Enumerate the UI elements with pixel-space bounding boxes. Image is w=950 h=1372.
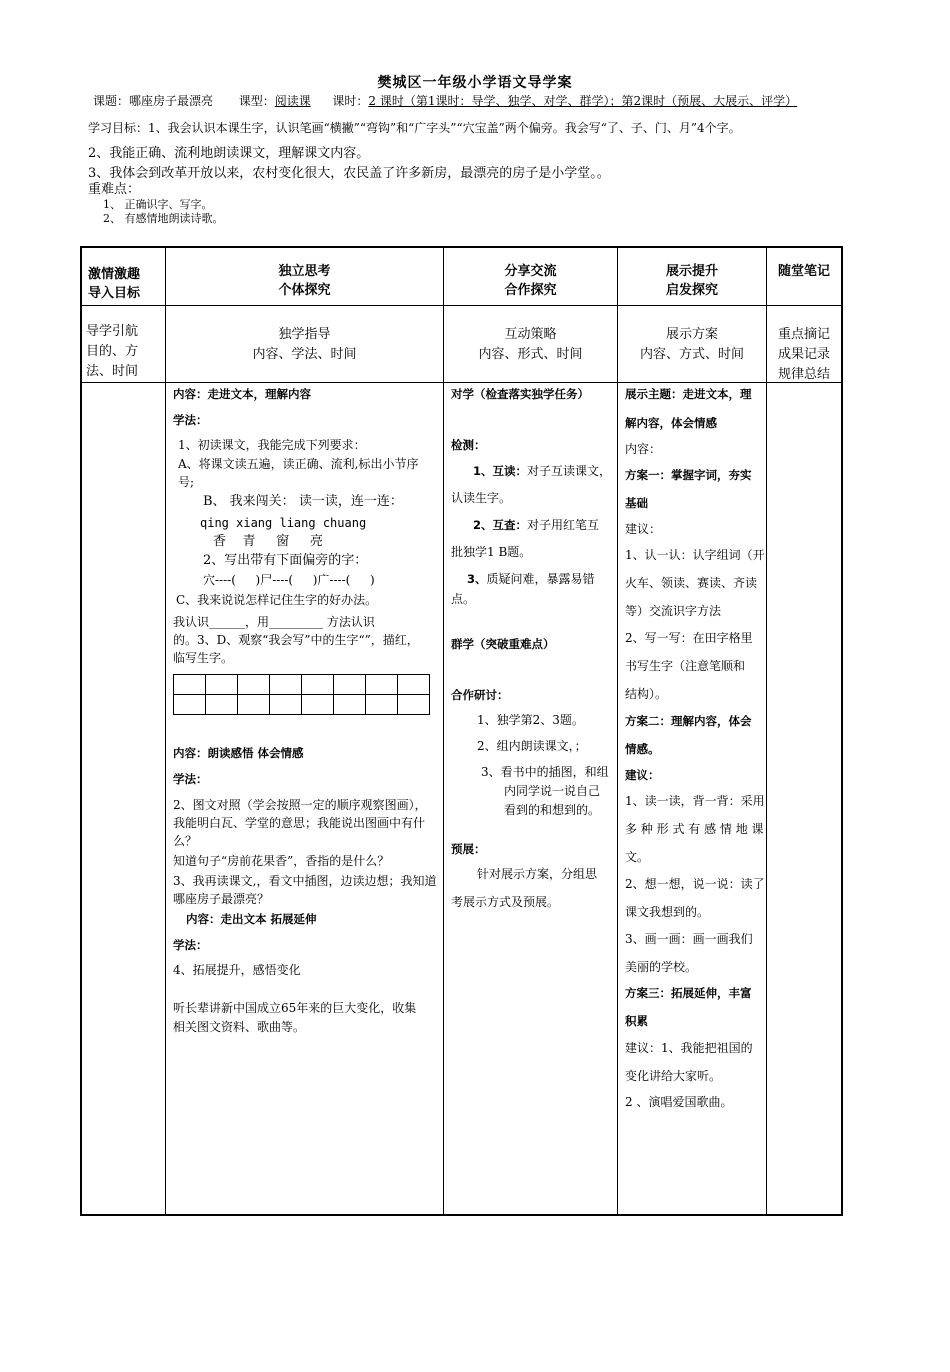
section-heading: 内容：走出文本 拓展延伸 [186, 912, 317, 926]
row2-col2: 独学指导 内容、学法、时间 [252, 327, 357, 362]
key-point-2: 2、 有感情地朗读诗歌。 [103, 212, 224, 225]
topic-value: 哪座房子最漂亮 [129, 94, 214, 108]
writing-grid [173, 674, 430, 715]
row2-col5: 重点摘记 成果记录 规律总结 [777, 327, 830, 382]
row2-col3: 互动策略 内容、形式、时间 [478, 327, 583, 362]
type-value: 阅读课 [274, 94, 311, 108]
hours-label: 课时： [332, 94, 369, 108]
section-heading: 对学（检查落实独学任务） [451, 387, 589, 401]
method-label: 学法： [173, 938, 208, 952]
header-col3: 分享交流 合作探究 [504, 264, 557, 298]
header-col5: 随堂笔记 [777, 264, 830, 279]
section-heading: 群学（突破重难点） [451, 637, 555, 651]
meta-line [93, 93, 837, 109]
method-label: 学法： [173, 772, 208, 786]
goal-3: 3、我体会到改革开放以来，农村变化很大，农民盖了许多新房，最漂亮的房子是小学堂。。 [88, 166, 610, 181]
hours-value: 2 课时（第1课时：导学、独学、对学、群学）；第2课时（预展、大展示、评学） [368, 94, 798, 108]
section-heading: 展示主题：走进文本，理 [625, 387, 752, 401]
header-col1: 激情激趣 导入目标 [88, 267, 141, 301]
key-point-1: 1、 正确识字、写字。 [103, 198, 213, 211]
section-heading: 内容：朗读感悟 体会情感 [173, 746, 304, 760]
method-label: 学法： [173, 413, 208, 427]
row2-col1: 导学引航 目的、方 法、时间 [86, 324, 139, 379]
goal-2: 2、我能正确、流利地朗读课文，理解课文内容。 [88, 146, 370, 161]
key-points-label: 重难点： [88, 182, 141, 197]
topic-label: 课题： [93, 94, 130, 108]
type-label: 课型： [238, 94, 275, 108]
row2-col4: 展示方案 内容、方式、时间 [639, 327, 744, 362]
header-col2: 独立思考 个体探究 [278, 264, 331, 298]
header-col4: 展示提升 启发探究 [665, 264, 718, 298]
section-heading: 内容：走进文本，理解内容 [173, 387, 311, 401]
goal-1: 学习目标：1、我会认识本课生字，认识笔画“横撇”“弯钩”和“广字头”“穴宝盖”两个偏旁。我会写“了、子、门、月”4个字。 [88, 121, 741, 135]
page-title: 樊城区一年级小学语文导学案 [377, 75, 573, 91]
